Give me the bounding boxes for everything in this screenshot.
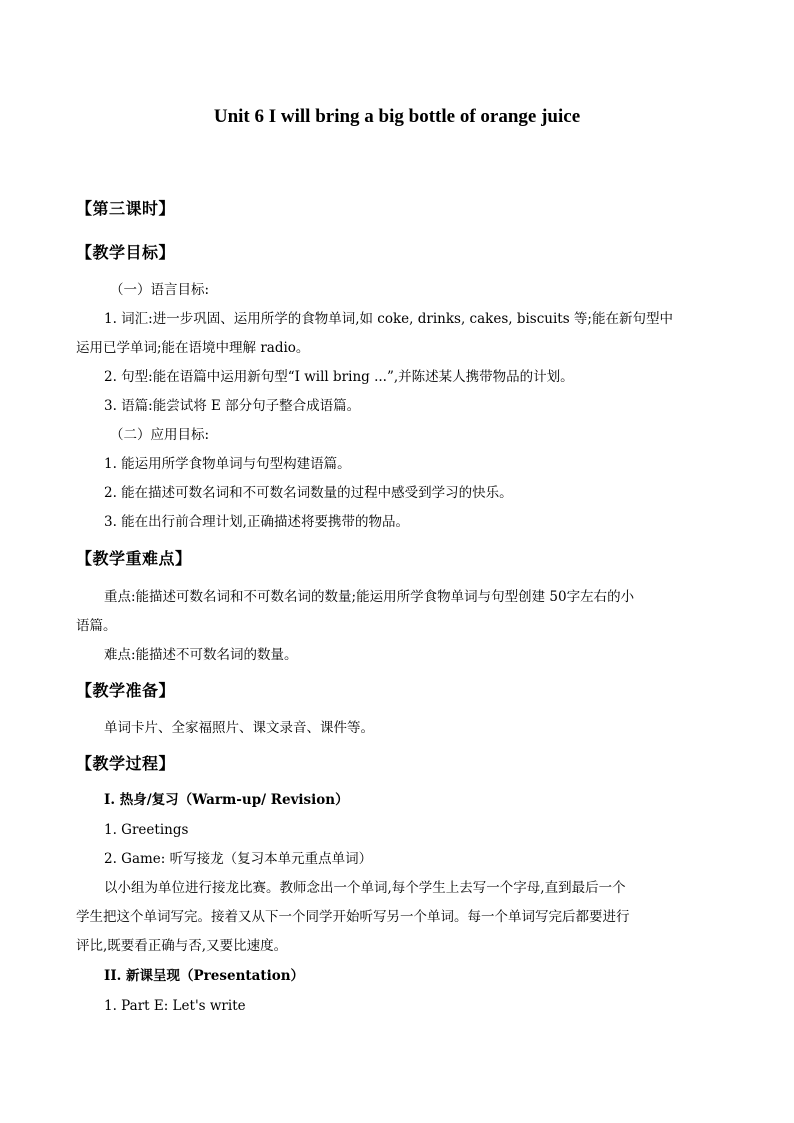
keypoint-line: 语篇。: [76, 618, 117, 634]
process-paragraph-line: 学生把这个单词写完。接着又从下一个同学开始听写另一个单词。每一个单词写完后都要进行: [76, 909, 630, 925]
language-goal-label: （一）语言目标:: [110, 282, 210, 298]
process-heading: 【教学过程】: [76, 754, 176, 773]
process-paragraph-line: 评比,既要看正确与否,又要比速度。: [76, 938, 288, 954]
objective-item: 3. 语篇:能尝试将 E 部分句子整合成语篇。: [104, 398, 361, 414]
application-item: 3. 能在出行前合理计划,正确描述将要携带的物品。: [104, 514, 409, 530]
warmup-item: 1. Greetings: [104, 822, 189, 838]
application-item: 1. 能运用所学食物单词与句型构建语篇。: [104, 456, 351, 472]
process-paragraph-line: 以小组为单位进行接龙比赛。教师念出一个单词,每个学生上去写一个字母,直到最后一个: [104, 880, 626, 896]
application-goal-label: （二）应用目标:: [110, 427, 210, 443]
objective-item: 1. 词汇:进一步巩固、运用所学的食物单词,如 coke, drinks, cakes, biscuits 等;能在新句型中: [104, 311, 673, 327]
objective-item: 2. 句型:能在语篇中运用新句型“I will bring ...”,并陈述某人携带物品的计划。: [104, 369, 574, 385]
presentation-title: II. 新课呈现（Presentation）: [104, 968, 305, 984]
objective-item: 运用已学单词;能在语境中理解 radio。: [76, 340, 310, 356]
presentation-item: 1. Part E: Let's write: [104, 998, 246, 1014]
warmup-title: I. 热身/复习（Warm-up/ Revision）: [104, 792, 349, 808]
keypoint-line: 难点:能描述不可数名词的数量。: [104, 647, 298, 663]
warmup-item: 2. Game: 听写接龙（复习本单元重点单词）: [104, 851, 373, 867]
application-item: 2. 能在描述可数名词和不可数名词数量的过程中感受到学习的快乐。: [104, 485, 513, 501]
keypoints-heading: 【教学重难点】: [76, 549, 192, 568]
preparation-heading: 【教学准备】: [76, 681, 176, 700]
lesson-heading: 【第三课时】: [76, 199, 176, 218]
document-title: Unit 6 I will bring a big bottle of orange juice: [213, 106, 581, 127]
objectives-heading: 【教学目标】: [76, 243, 176, 262]
preparation-text: 单词卡片、全家福照片、课文录音、课件等。: [104, 720, 374, 736]
keypoint-line: 重点:能描述可数名词和不可数名词的数量;能运用所学食物单词与句型创建 50字左右的小: [104, 589, 635, 605]
